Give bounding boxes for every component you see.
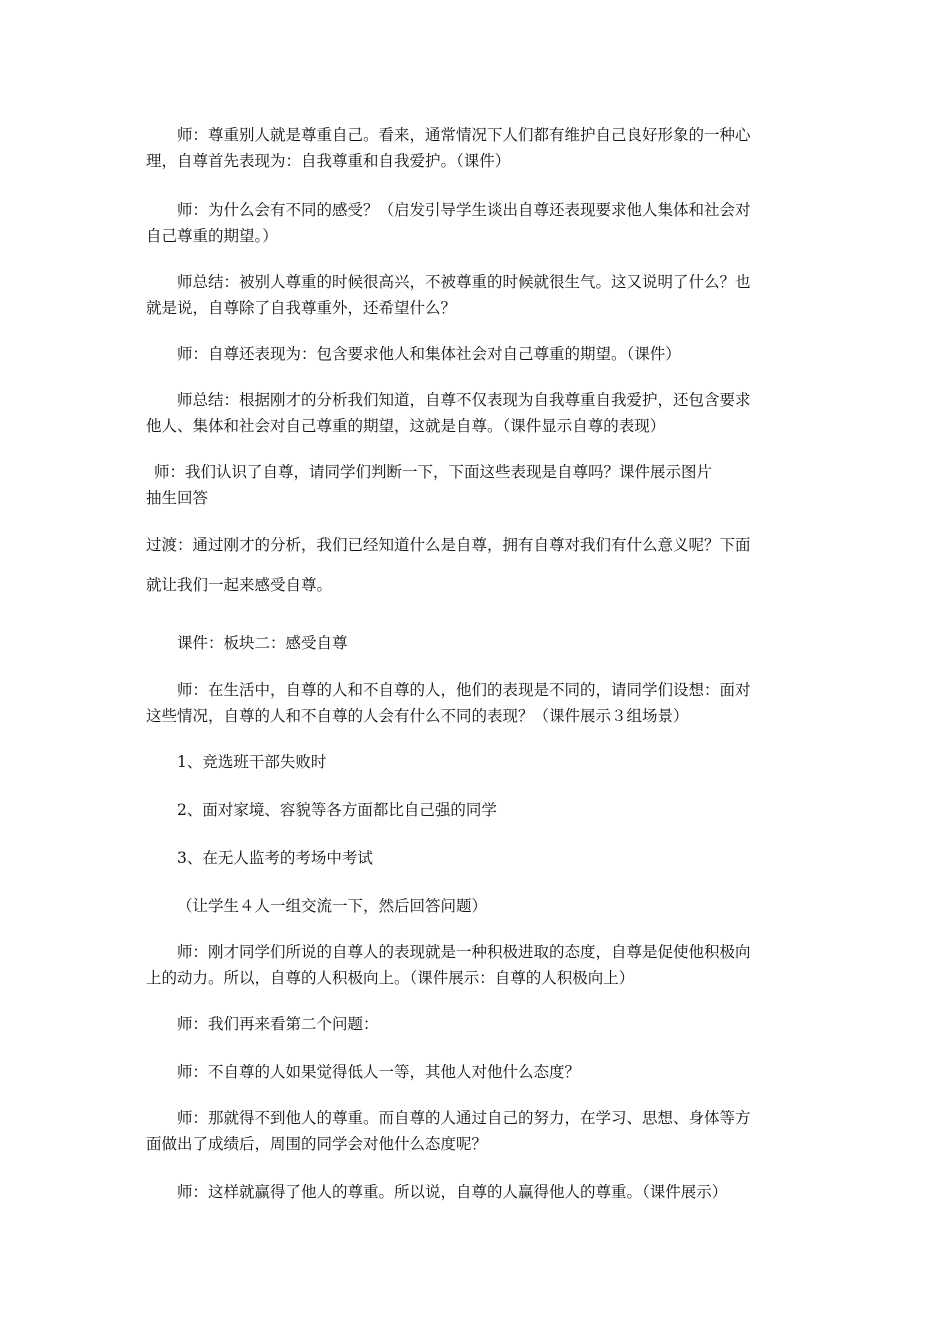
list-item-2-text: 2、面对家境、容貌等各方面都比自己强的同学 [177,801,497,819]
paragraph-16 [146,1059,802,1085]
paragraph-7-line-2: 就让我们一起来感受自尊。 [146,576,333,594]
paragraph-18-line-1: 师：这样就赢得了他人的尊重。所以说，自尊的人赢得他人的尊重。（课件展示） [177,1183,728,1201]
paragraph-4-line-1: 师：自尊还表现为：包含要求他人和集体社会对自己尊重的期望。（课件） [177,345,681,363]
paragraph-5 [146,387,802,439]
paragraph-15 [146,1011,802,1037]
paragraph-14-line-2: 上的动力。所以，自尊的人积极向上。（课件展示：自尊的人积极向上） [146,969,635,987]
paragraph-7 [146,525,802,605]
paragraph-4 [146,341,802,367]
paragraph-13 [146,893,802,919]
paragraph-16-line-1: 师：不自尊的人如果觉得低人一等，其他人对他什么态度？ [177,1063,581,1081]
paragraph-6-line-2: 抽生回答 [146,489,209,507]
paragraph-3-line-2: 就是说，自尊除了自我尊重外，还希望什么？ [146,299,457,317]
paragraph-14 [146,939,802,991]
paragraph-6-line-1: 师：我们认识了自尊，请同学们判断一下，下面这些表现是自尊吗？课件展示图片 [154,463,713,481]
paragraph-17-line-2: 面做出了成绩后，周围的同学会对他什么态度呢？ [146,1135,488,1153]
paragraph-9-line-2: 这些情况，自尊的人和不自尊的人会有什么不同的表现？（课件展示３组场景） [146,707,689,725]
paragraph-17-line-1: 师：那就得不到他人的尊重。而自尊的人通过自己的努力，在学习、思想、身体等方 [177,1109,751,1127]
paragraph-2-line-1: 师：为什么会有不同的感受？（启发引导学生谈出自尊还表现要求他人集体和社会对 [177,201,751,219]
paragraph-6 [146,459,802,511]
paragraph-1-line-2: 理，自尊首先表现为：自我尊重和自我爱护。（课件） [146,152,511,170]
paragraph-5-line-1: 师总结：根据刚才的分析我们知道，自尊不仅表现为自我尊重自我爱护，还包含要求 [177,391,751,409]
list-item-3 [146,845,802,871]
paragraph-3 [146,269,802,321]
paragraph-1-line-1: 师：尊重别人就是尊重自己。看来，通常情况下人们都有维护自己良好形象的一种心 [177,126,751,144]
list-item-1 [146,749,802,775]
paragraph-1 [146,122,802,174]
paragraph-8 [146,630,802,656]
paragraph-14-line-1: 师：刚才同学们所说的自尊人的表现就是一种积极进取的态度，自尊是促使他积极向 [177,943,751,961]
paragraph-2-line-2: 自己尊重的期望。） [146,227,278,245]
list-item-3-text: 3、在无人监考的考场中考试 [177,849,373,867]
paragraph-8-line-1: 课件：板块二：感受自尊 [177,634,348,652]
list-item-1-text: 1、竞选班干部失败时 [177,753,327,771]
paragraph-9 [146,677,802,729]
paragraph-9-line-1: 师：在生活中，自尊的人和不自尊的人，他们的表现是不同的，请同学们设想：面对 [177,681,751,699]
paragraph-15-line-1: 师：我们再来看第二个问题： [177,1015,379,1033]
list-item-2 [146,797,802,823]
paragraph-13-line-1: （让学生４人一组交流一下，然后回答问题） [177,897,488,915]
paragraph-2 [146,197,802,249]
paragraph-7-line-1: 过渡：通过刚才的分析，我们已经知道什么是自尊，拥有自尊对我们有什么意义呢？下面 [146,536,751,554]
paragraph-3-line-1: 师总结：被别人尊重的时候很高兴，不被尊重的时候就很生气。这又说明了什么？也 [177,273,751,291]
paragraph-17 [146,1105,802,1157]
paragraph-18 [146,1179,802,1205]
paragraph-5-line-2: 他人、集体和社会对自己尊重的期望，这就是自尊。（课件显示自尊的表现） [146,417,666,435]
